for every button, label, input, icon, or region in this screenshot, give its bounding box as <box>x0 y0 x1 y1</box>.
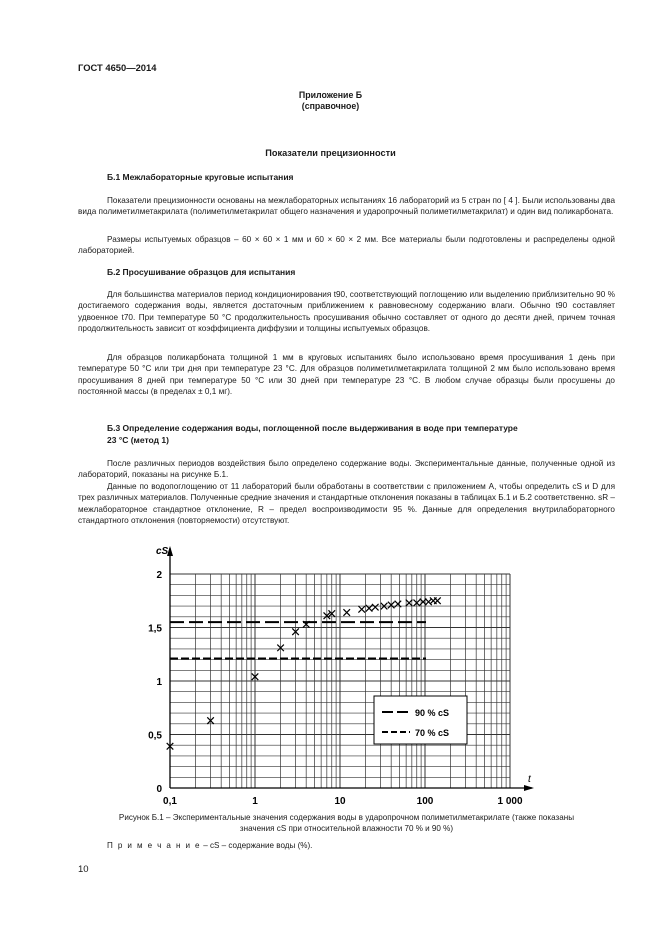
figure-caption <box>78 812 615 834</box>
y-tick-label: 1,5 <box>148 623 162 635</box>
standard-number: ГОСТ 4650—2014 <box>78 62 157 73</box>
paragraph-b2-2 <box>78 352 615 397</box>
figure-caption-line1: Рисунок Б.1 – Экспериментальные значения содержания воды в ударопрочном полиметилметакрилате (также показаны <box>118 813 575 822</box>
note-label: П р и м е ч а н и е <box>107 841 201 850</box>
heading-b1: Б.1 Межлабораторные круговые испытания <box>107 172 294 182</box>
heading-b3 <box>107 423 615 446</box>
figure-caption-line2: значения cS при относительной влажности 70 % и 90 %) <box>239 824 454 833</box>
data-point <box>406 600 413 607</box>
y-tick-label: 0,5 <box>148 730 162 742</box>
data-point <box>358 606 365 613</box>
chart-axes <box>156 546 534 791</box>
appendix-type: (справочное) <box>301 101 360 111</box>
data-point <box>434 597 441 604</box>
x-axis-label: t <box>528 774 531 785</box>
paragraph-b1-2 <box>78 234 615 257</box>
chart-grid <box>170 574 510 788</box>
heading-b2: Б.2 Просушивание образцов для испытания <box>107 267 296 277</box>
page-number: 10 <box>78 864 89 875</box>
x-tick-label: 1 <box>252 796 258 807</box>
appendix-label: Приложение Б <box>298 90 363 100</box>
data-point <box>425 599 432 606</box>
heading-b3-line1: Б.3 Определение содержания воды, поглощенной после выдерживания в воде при температуре <box>107 423 518 433</box>
paragraph-b3-1 <box>78 458 615 481</box>
note-text: – cS – содержание воды (%). <box>203 841 313 850</box>
x-tick-label: 100 <box>416 796 434 807</box>
paragraph-b3-2-text: Данные по водопоглощению от 11 лабораторий были обработаны в соответствии с приложением А, чтобы определить cS и D для трех различных материалов. Полученные средние значения и стандартные отклонения показаны в таблицах Б.1 и Б.2 соответственно. sR – межлабораторное стандартное отклонение, R – предел воспроизводимости 95 %. Данные для определения внутрилабораторного стандартного отклонения (повторяемости) отсутствуют. <box>78 482 615 525</box>
paragraph-b3-2 <box>78 481 615 526</box>
legend-label: 70 % cS <box>415 728 450 738</box>
paragraph-b2-2-text: Для образцов поликарбоната толщиной 1 мм в круговых испытаниях было использовано время просушивания 1 день при температуре 50 °С или три дня при температуре 23 °С. Для образцов полиметилметакрилата толщиной 2 мм было использовано время просушивания 8 дней при температуре 50 °С или 30 дней при температуре 23 °С. В любом случае образцы были просушены до постоянной массы (в пределах ± 0,1 мг). <box>78 353 615 396</box>
paragraph-b2-1-text: Для большинства материалов период кондиционирования t90, соответствующий поглощению или выделению приблизительно 90 % достигаемого содержания воды, является достаточным приближением к равновесному содержанию влаги. Обычно t90 составляет удвоенное t70. При температуре 50 °С продолжительность просушивания обычно составляет от одного до десяти дней, причем точная продолжительность зависит от коэффициента диффузии и толщины испытуемых образцов. <box>78 290 615 333</box>
figure-note <box>107 840 312 851</box>
x-tick-label: 10 <box>334 796 346 807</box>
water-content-chart <box>140 540 540 812</box>
heading-b3-line2: 23 °С (метод 1) <box>107 434 169 445</box>
paragraph-b1-2-text: Размеры испытуемых образцов – 60 × 60 × 1 мм и 60 × 60 × 2 мм. Все материалы были подготовлены и распределены одной лабораторией. <box>78 235 615 256</box>
paragraph-b1-1 <box>78 195 615 218</box>
paragraph-b2-1 <box>78 289 615 334</box>
section-title: Показатели прецизионности <box>265 148 396 158</box>
chart-tick-labels <box>148 570 523 807</box>
chart-legend <box>374 696 467 744</box>
data-point <box>372 604 379 611</box>
data-point <box>343 609 350 616</box>
paragraph-b1-1-text: Показатели прецизионности основаны на межлабораторных испытаниях 16 лабораторий из 5 стран по [ 4 ]. Были использованы два вида полиметилметакрилата (полиметилметакрилат общего назначения и ударопрочный полиметилметакрилат) и один вид поликарбоната. <box>78 196 615 217</box>
y-axis-label: cS <box>156 546 169 557</box>
y-tick-label: 0 <box>156 784 162 795</box>
x-tick-label: 1 000 <box>497 796 523 807</box>
paragraph-b3-1-text: После различных периодов воздействия было определено содержание воды. Экспериментальные данные, полученные одной из лабораторий, показаны на рисунке Б.1. <box>78 459 615 480</box>
y-tick-label: 2 <box>156 570 162 581</box>
y-tick-label: 1 <box>156 677 162 688</box>
x-tick-label: 0,1 <box>163 796 177 807</box>
x-axis-arrow <box>524 785 534 791</box>
legend-label: 90 % cS <box>415 708 450 718</box>
